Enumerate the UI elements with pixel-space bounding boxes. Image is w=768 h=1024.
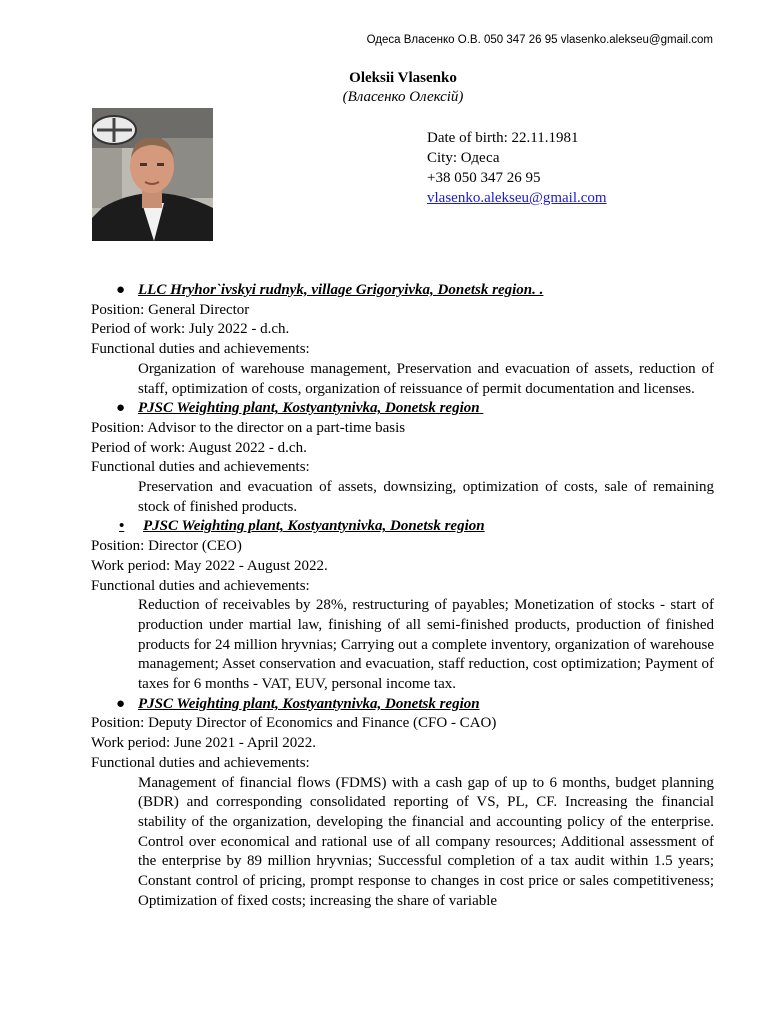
duties-label: Functional duties and achievements: — [91, 341, 310, 358]
phone: +38 050 347 26 95 — [427, 170, 541, 186]
job-entry — [91, 399, 714, 517]
contact-info — [427, 128, 607, 208]
company-name: ● PJSC Weighting plant, Kostyantynivka, Donetsk region — [91, 695, 714, 715]
profile-photo — [92, 108, 213, 241]
experience-section — [91, 281, 714, 912]
duties-label: Functional duties and achievements: — [91, 459, 310, 476]
job-entry — [91, 695, 714, 912]
period: Period of work: July 2022 - d.ch. — [91, 321, 290, 338]
bullet-icon: ● — [116, 400, 126, 417]
period: Work period: May 2022 - August 2022. — [91, 557, 328, 574]
period: Work period: June 2021 - April 2022. — [91, 735, 317, 752]
email-link[interactable]: vlasenko.alekseu@gmail.com — [427, 190, 607, 206]
duties-text: Reduction of receivables by 28%, restructuring of payables; Monetization of stocks - start of production under martial law, finishing of all semi-finished products, production of finished products for 24 million hryvnias; Carrying out a complete inventory, organization of warehouse management; Asset conservation and evacuation, staff reduction, cost optimization; Payment of taxes for 6 months - VAT, EUV, personal income tax. — [138, 597, 714, 693]
duties-label: Functional duties and achievements: — [91, 577, 310, 594]
profile-photo-image — [92, 108, 213, 241]
duties-label: Functional duties and achievements: — [91, 754, 310, 771]
position: Position: Advisor to the director on a part-time basis — [91, 419, 406, 436]
duties-text: Organization of warehouse management, Preservation and evacuation of assets, reduction of staff, optimization of costs, organization of reissuance of permit documentation and licenses. — [138, 360, 714, 397]
date-of-birth: Date of birth: 22.11.1981 — [427, 130, 579, 146]
person-name-native: (Власенко Олексій) — [342, 89, 464, 105]
name-block — [0, 69, 768, 107]
bullet-icon: ● — [116, 282, 126, 298]
person-name: Oleksii Vlasenko — [349, 70, 457, 86]
position: Position: Deputy Director of Economics and Finance (CFO - CAO) — [91, 715, 497, 732]
duties-text: Preservation and evacuation of assets, downsizing, optimization of costs, sale of remaining stock of finished products. — [138, 479, 714, 515]
position: Position: General Director — [91, 301, 250, 318]
bullet-icon: • — [119, 518, 125, 535]
period: Period of work: August 2022 - d.ch. — [91, 439, 307, 456]
company-name: • PJSC Weighting plant, Kostyantynivka, Donetsk region — [91, 517, 714, 537]
header-contact-line: Одеса Власенко О.В. 050 347 26 95 vlasenko.alekseu@gmail.com — [366, 34, 713, 46]
job-entry — [91, 281, 714, 399]
position: Position: Director (CEO) — [91, 538, 242, 555]
company-name: ● PJSC Weighting plant, Kostyantynivka, Donetsk region — [91, 399, 714, 419]
bullet-icon: ● — [116, 695, 126, 712]
job-entry — [91, 517, 714, 694]
duties-text: Management of financial flows (FDMS) with a cash gap of up to 6 months, budget planning (BDR) and corresponding consolidated reporting of VS, PL, CF. Increasing the financial stability of the organization, developing the financial and accounting policy of the enterprise. Control over economical and rational use of all company resources; Additional assessment of the enterprise by 89 million hryvnias; Successful completion of a tax audit within 1.5 years; Constant control of pricing, prompt response to changes in cost price or sales competitiveness; Optimization of fixed costs; increasing the share of variable — [138, 774, 714, 909]
company-name: ● LLC Hryhor`ivskyi rudnyk, village Grigoryivka, Donetsk region. . — [91, 281, 714, 301]
city: City: Одеса — [427, 150, 500, 166]
